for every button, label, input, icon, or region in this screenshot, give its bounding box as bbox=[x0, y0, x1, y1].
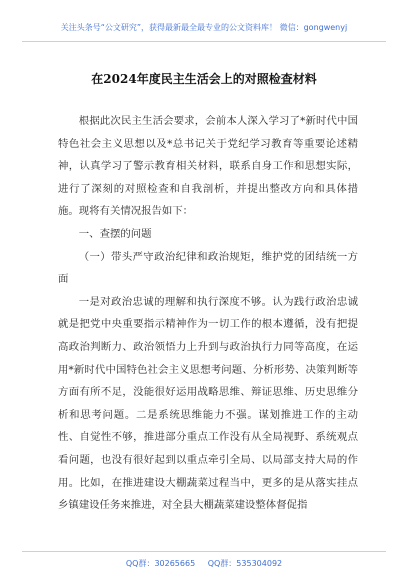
footer-note bbox=[0, 558, 408, 569]
footer-qq-group-1: QQ群：30265665 bbox=[125, 559, 196, 568]
footer-divider bbox=[22, 551, 386, 552]
footer-qq-group-2: QQ群：535304092 bbox=[207, 559, 283, 568]
body-paragraph: 一是对政治忠诚的理解和执行深度不够。认为践行政治忠诚就是把党中央重要指示精神作为一切工作的根本遵循，没有把提高政治判断力、政治领悟力上升到与政治执行力同等高度，在运用*新时代中国特色社会主义思想考问题、分析形势、决策判断等方面有所不足，没能很好运用战略思维、辩证思维、历史思维分析和思考问题。二是系统思维能力不强。谋划推进工作的主动性、自觉性不够，推进部分重点工作没有从全局视野、系统观点看问题，也没有很好起到以重点牵引全局、以局部支持大局的作用。比如，在推进建设大棚蔬菜过程当中，更多的是从落实挂点乡镇建设任务来推进，对全县大棚蔬菜建设整体督促指 bbox=[58, 295, 358, 512]
header-note: 关注头条号“公文研究”，获得最新最全最专业的公文资料库！ 微信：gongwenyj bbox=[60, 23, 348, 32]
intro-paragraph: 根据此次民主生活会要求，会前本人深入学习了*新时代中国特色社会主义思想以及*总书记关于党纪学习教育等重要论述精神，认真学习了警示教育相关材料，联系自身工作和思想实际，进行了深刻的对照检查和自我剖析，并提出整改方向和具体措施。现将有关情况报告如下： bbox=[58, 115, 358, 218]
header-divider bbox=[22, 41, 386, 42]
document-title: 在2024年度民主生活会上的对照检查材料 bbox=[91, 72, 317, 86]
section-heading: 一、查摆的问题 bbox=[78, 227, 152, 240]
document-body bbox=[58, 110, 358, 517]
subsection-heading: （一）带头严守政治纪律和政治规矩，维护党的团结统一方面 bbox=[58, 250, 358, 286]
